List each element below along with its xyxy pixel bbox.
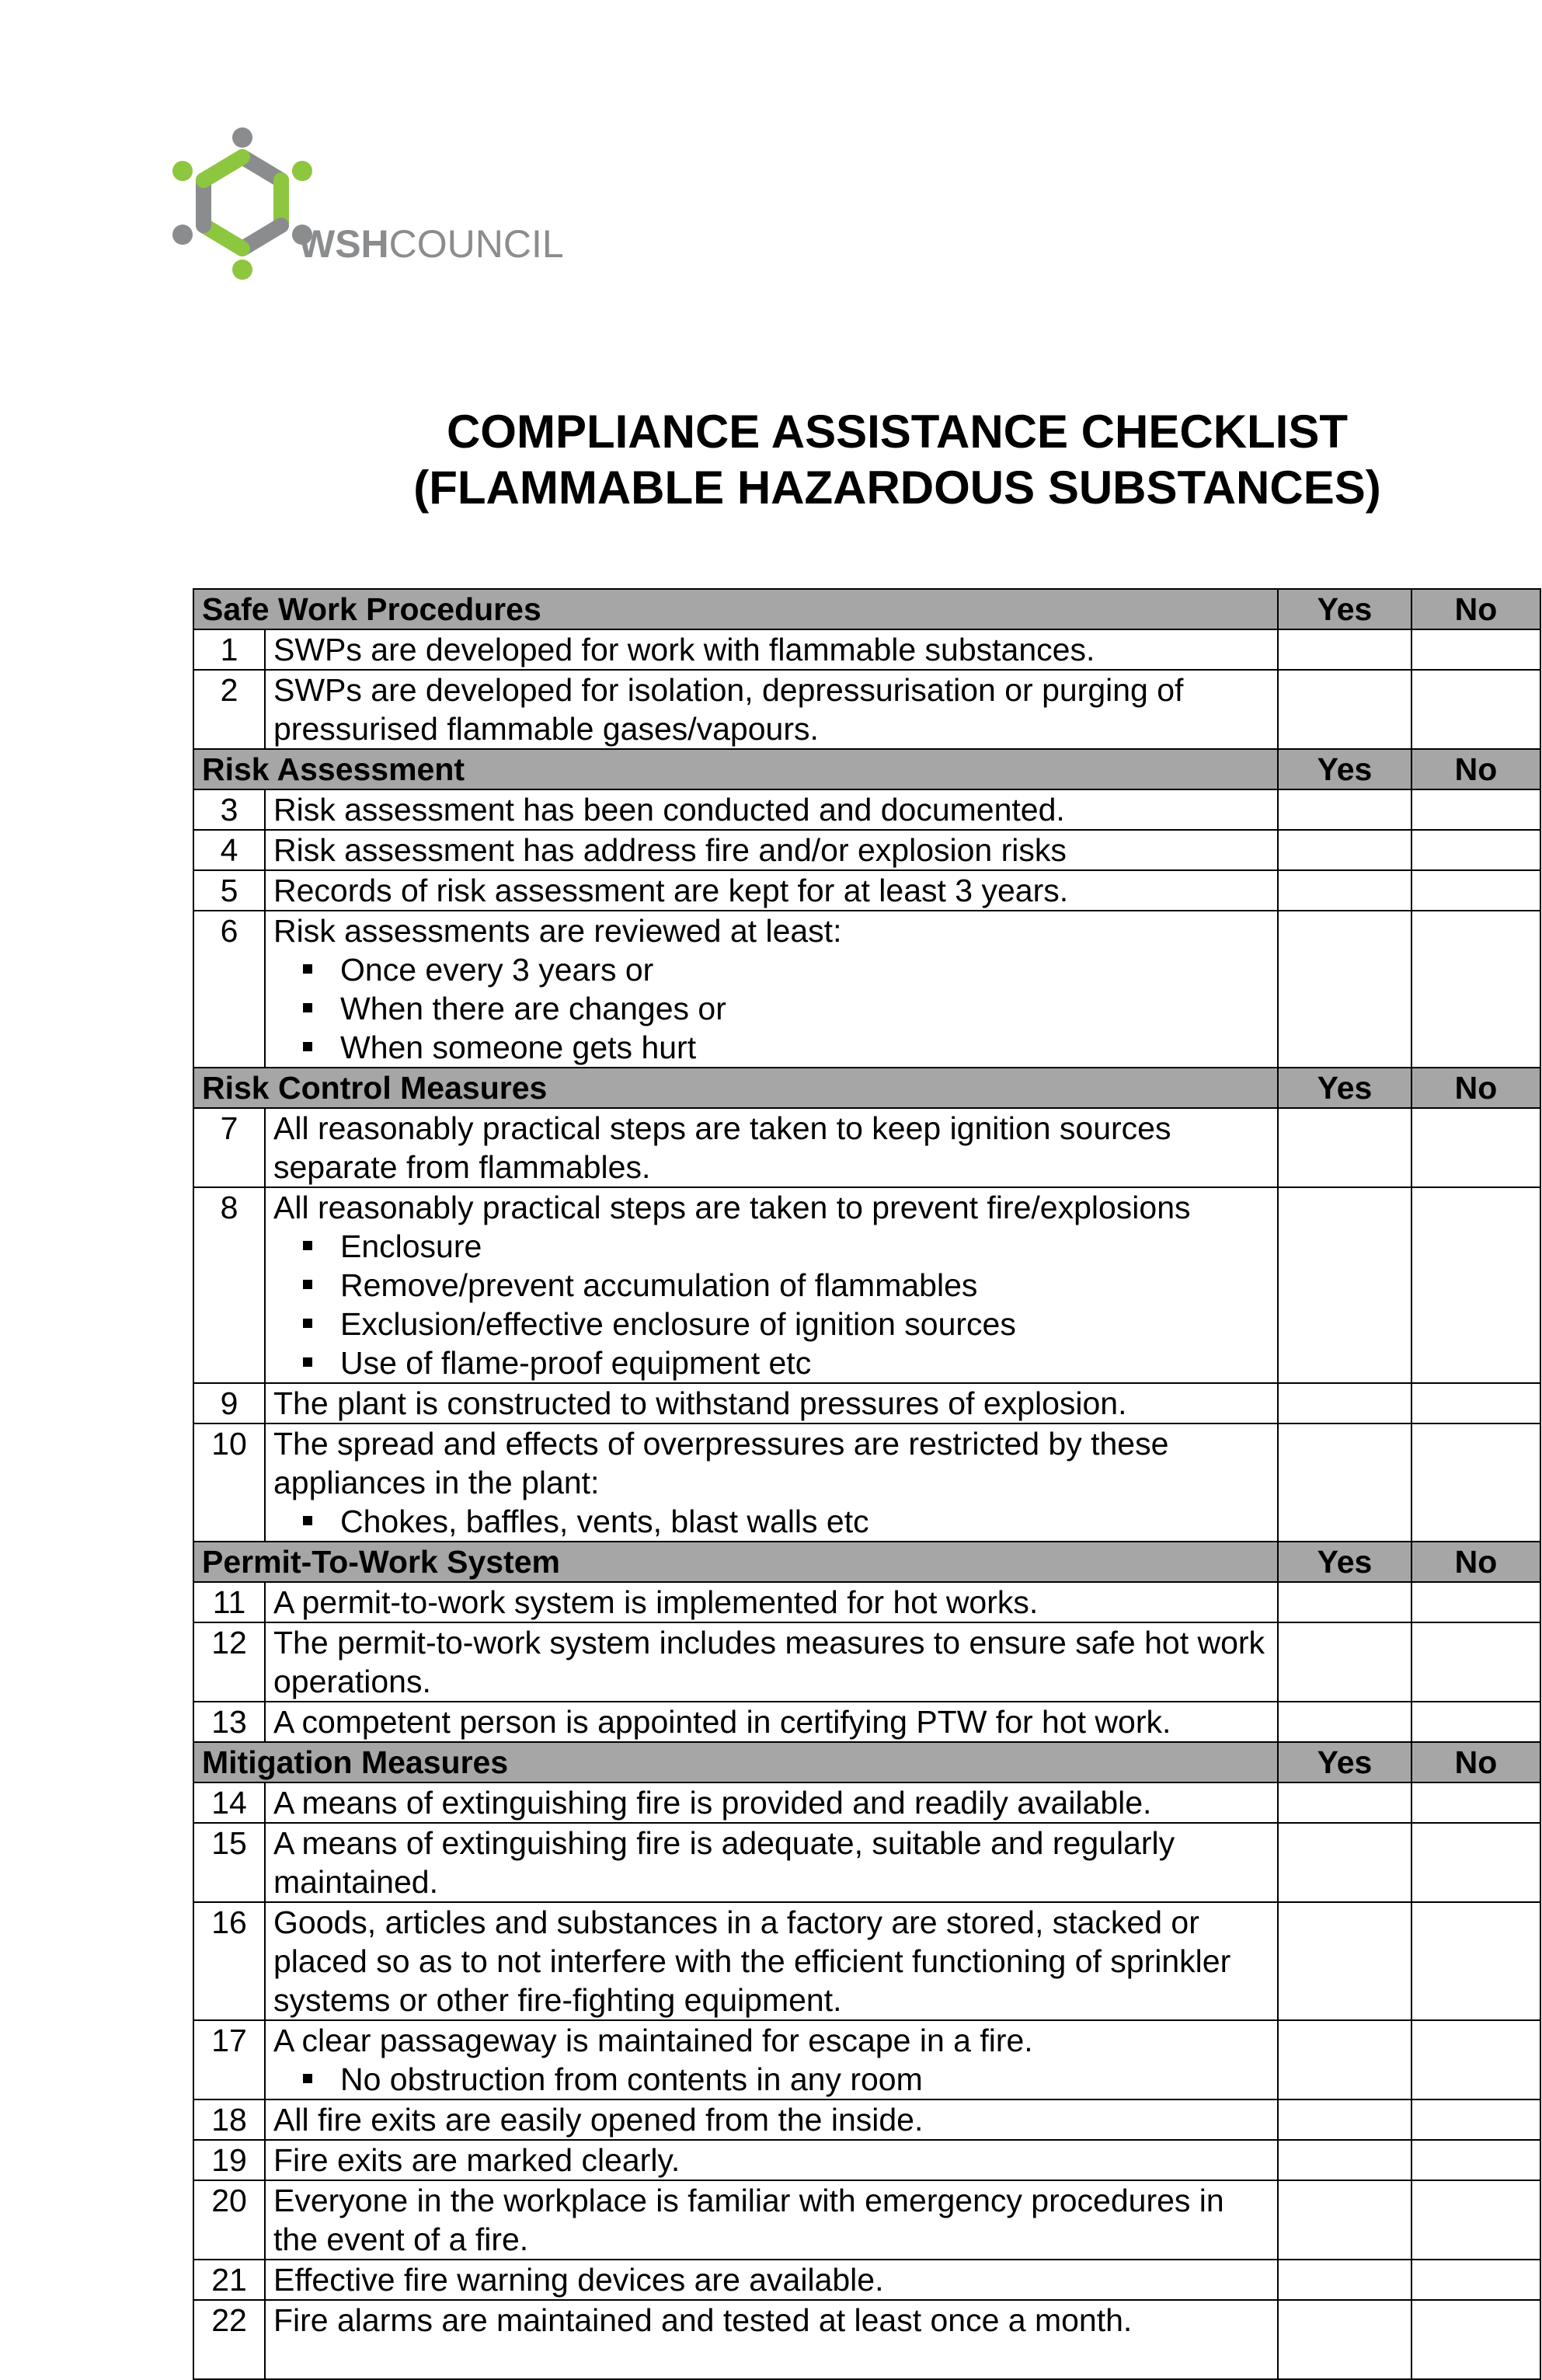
checklist-item-row (193, 1108, 1540, 1187)
item-text: Risk assessments are reviewed at least: (273, 913, 842, 949)
checklist-item-row (193, 1782, 1540, 1823)
item-number: 17 (193, 2020, 265, 2099)
item-text-cell (265, 1582, 1278, 1622)
checklist-item-row (193, 1383, 1540, 1423)
item-text: SWPs are developed for work with flammable substances. (273, 632, 1095, 667)
section-heading: Risk Control Measures (193, 1068, 1278, 1108)
yes-checkbox-cell[interactable] (1278, 1622, 1411, 1702)
yes-checkbox-cell[interactable] (1278, 830, 1411, 870)
section-heading: Safe Work Procedures (193, 589, 1278, 629)
item-text: All reasonably practical steps are taken to prevent fire/explosions (273, 1190, 1191, 1225)
title-line-2: (FLAMMABLE HAZARDOUS SUBSTANCES) (413, 462, 1381, 514)
checklist-item-row (193, 1582, 1540, 1622)
no-checkbox-cell[interactable] (1411, 2099, 1540, 2140)
item-number: 10 (193, 1423, 265, 1542)
section-heading: Mitigation Measures (193, 1742, 1278, 1782)
item-text-cell (265, 1823, 1278, 1902)
no-checkbox-cell[interactable] (1411, 1383, 1540, 1423)
item-number: 18 (193, 2099, 265, 2140)
yes-checkbox-cell[interactable] (1278, 670, 1411, 749)
yes-checkbox-cell[interactable] (1278, 1582, 1411, 1622)
checklist-item-row (193, 2020, 1540, 2099)
item-number: 12 (193, 1622, 265, 1702)
yes-checkbox-cell[interactable] (1278, 2020, 1411, 2099)
item-number: 19 (193, 2140, 265, 2180)
item-text-cell (265, 1782, 1278, 1823)
item-text-cell (265, 1622, 1278, 1702)
item-bullet: Remove/prevent accumulation of flammables (303, 1266, 1269, 1305)
item-text: All reasonably practical steps are taken to keep ignition sources separate from flammables. (273, 1110, 1171, 1185)
item-bullet-list (273, 1502, 1269, 1541)
item-bullet: When there are changes or (303, 989, 1269, 1028)
item-text: Everyone in the workplace is familiar with emergency procedures in the event of a fire. (273, 2183, 1224, 2257)
item-text: A competent person is appointed in certifying PTW for hot work. (273, 1704, 1171, 1740)
item-text: Goods, articles and substances in a factory are stored, stacked or placed so as to not interfere with the efficient functioning of sprinkler systems or other fire-fighting equipment. (273, 1904, 1231, 2018)
yes-column-header: Yes (1278, 589, 1411, 629)
checklist-item-row (193, 1423, 1540, 1542)
item-bullet: When someone gets hurt (303, 1028, 1269, 1067)
item-number: 1 (193, 629, 265, 670)
checklist-item-row (193, 1187, 1540, 1383)
yes-checkbox-cell[interactable] (1278, 870, 1411, 911)
no-checkbox-cell[interactable] (1411, 830, 1540, 870)
item-text-cell (265, 2140, 1278, 2180)
no-checkbox-cell[interactable] (1411, 1423, 1540, 1542)
item-text: Risk assessment has address fire and/or explosion risks (273, 832, 1067, 868)
item-text-cell (265, 670, 1278, 749)
item-text: Risk assessment has been conducted and documented. (273, 792, 1065, 828)
item-text-cell (265, 629, 1278, 670)
item-text: Fire exits are marked clearly. (273, 2142, 680, 2178)
item-number: 16 (193, 1902, 265, 2020)
item-number: 22 (193, 2300, 265, 2379)
item-number: 8 (193, 1187, 265, 1383)
item-text-cell (265, 1108, 1278, 1187)
logo-wordmark-regular: COUNCIL (388, 222, 564, 266)
checklist-item-row (193, 670, 1540, 749)
no-column-header: No (1411, 1742, 1540, 1782)
yes-checkbox-cell[interactable] (1278, 629, 1411, 670)
yes-checkbox-cell[interactable] (1278, 1902, 1411, 2020)
item-bullet-list (273, 2060, 1269, 2099)
item-number: 7 (193, 1108, 265, 1187)
checklist-item-row (193, 2140, 1540, 2180)
item-text-cell (265, 1423, 1278, 1542)
no-column-header: No (1411, 589, 1540, 629)
yes-column-header: Yes (1278, 1742, 1411, 1782)
item-text-cell (265, 1702, 1278, 1742)
no-checkbox-cell[interactable] (1411, 1902, 1540, 2020)
item-text-cell (265, 870, 1278, 911)
item-text: Effective fire warning devices are available. (273, 2262, 884, 2298)
checklist-item-row (193, 1702, 1540, 1742)
no-checkbox-cell[interactable] (1411, 1702, 1540, 1742)
checklist-item-row (193, 789, 1540, 830)
checklist-item-row (193, 911, 1540, 1068)
item-text-cell (265, 1902, 1278, 2020)
section-header-row (193, 1742, 1540, 1782)
no-checkbox-cell[interactable] (1411, 1823, 1540, 1902)
yes-checkbox-cell[interactable] (1278, 2099, 1411, 2140)
no-checkbox-cell[interactable] (1411, 2260, 1540, 2300)
item-text: SWPs are developed for isolation, depressurisation or purging of pressurised flammable gases/vapours. (273, 672, 1184, 747)
item-text: The spread and effects of overpressures are restricted by these appliances in the plant: (273, 1426, 1169, 1500)
no-column-header: No (1411, 1542, 1540, 1582)
section-heading: Permit-To-Work System (193, 1542, 1278, 1582)
no-checkbox-cell[interactable] (1411, 1622, 1540, 1702)
item-bullet: Enclosure (303, 1227, 1269, 1266)
item-text: A means of extinguishing fire is adequate, suitable and regularly maintained. (273, 1825, 1175, 1900)
no-checkbox-cell[interactable] (1411, 2180, 1540, 2260)
logo-emblem-icon (165, 124, 320, 295)
checklist-item-row (193, 830, 1540, 870)
logo-wordmark (298, 221, 564, 267)
yes-column-header: Yes (1278, 749, 1411, 789)
yes-checkbox-cell[interactable] (1278, 1782, 1411, 1823)
item-text-cell (265, 2099, 1278, 2140)
section-header-row (193, 1068, 1540, 1108)
item-number: 6 (193, 911, 265, 1068)
section-heading: Risk Assessment (193, 749, 1278, 789)
item-number: 2 (193, 670, 265, 749)
item-text-cell (265, 1187, 1278, 1383)
section-header-row (193, 749, 1540, 789)
section-header-row (193, 589, 1540, 629)
item-number: 13 (193, 1702, 265, 1742)
item-bullet: Use of flame-proof equipment etc (303, 1343, 1269, 1382)
item-bullet: Chokes, baffles, vents, blast walls etc (303, 1502, 1269, 1541)
yes-checkbox-cell[interactable] (1278, 1187, 1411, 1383)
item-text: The permit-to-work system includes measures to ensure safe hot work operations. (273, 1625, 1265, 1699)
item-text-cell (265, 911, 1278, 1068)
item-text: Fire alarms are maintained and tested at least once a month. (273, 2302, 1133, 2338)
checklist-item-row (193, 1902, 1540, 2020)
item-number: 20 (193, 2180, 265, 2260)
item-bullet-list (273, 950, 1269, 1067)
item-text-cell (265, 1383, 1278, 1423)
item-bullet: Once every 3 years or (303, 950, 1269, 989)
checklist-item-row (193, 1823, 1540, 1902)
no-checkbox-cell[interactable] (1411, 1187, 1540, 1383)
checklist-item-row (193, 1622, 1540, 1702)
checklist-item-row (193, 870, 1540, 911)
yes-checkbox-cell[interactable] (1278, 1823, 1411, 1902)
item-text-cell (265, 789, 1278, 830)
item-text-cell (265, 2020, 1278, 2099)
yes-column-header: Yes (1278, 1068, 1411, 1108)
no-column-header: No (1411, 749, 1540, 789)
yes-checkbox-cell[interactable] (1278, 1108, 1411, 1187)
checklist-item-row (193, 629, 1540, 670)
checklist-item-row (193, 2180, 1540, 2260)
item-text-cell (265, 2260, 1278, 2300)
logo-wordmark-bold: WSH (298, 222, 389, 266)
item-number: 3 (193, 789, 265, 830)
title-line-1: COMPLIANCE ASSISTANCE CHECKLIST (446, 406, 1349, 458)
yes-checkbox-cell[interactable] (1278, 2260, 1411, 2300)
no-checkbox-cell[interactable] (1411, 2140, 1540, 2180)
section-header-row (193, 1542, 1540, 1582)
yes-checkbox-cell[interactable] (1278, 789, 1411, 830)
no-column-header: No (1411, 1068, 1540, 1108)
item-number: 5 (193, 870, 265, 911)
yes-checkbox-cell[interactable] (1278, 1423, 1411, 1542)
item-text: A permit-to-work system is implemented for hot works. (273, 1584, 1039, 1620)
checklist-item-row (193, 2099, 1540, 2140)
item-bullet: Exclusion/effective enclosure of ignition sources (303, 1305, 1269, 1343)
no-checkbox-cell[interactable] (1411, 2020, 1540, 2099)
item-number: 14 (193, 1782, 265, 1823)
yes-checkbox-cell[interactable] (1278, 1702, 1411, 1742)
item-bullet: No obstruction from contents in any room (303, 2060, 1269, 2099)
wsh-council-logo (165, 124, 569, 295)
no-checkbox-cell[interactable] (1411, 1582, 1540, 1622)
item-text: Records of risk assessment are kept for at least 3 years. (273, 873, 1069, 908)
yes-checkbox-cell[interactable] (1278, 2140, 1411, 2180)
checklist-item-row (193, 2260, 1540, 2300)
no-checkbox-cell[interactable] (1411, 870, 1540, 911)
item-number: 21 (193, 2260, 265, 2300)
item-number: 9 (193, 1383, 265, 1423)
compliance-checklist-table (193, 588, 1541, 2380)
yes-column-header: Yes (1278, 1542, 1411, 1582)
no-checkbox-cell[interactable] (1411, 670, 1540, 749)
no-checkbox-cell[interactable] (1411, 629, 1540, 670)
item-bullet-list (273, 1227, 1269, 1382)
item-text: All fire exits are easily opened from the inside. (273, 2102, 924, 2138)
yes-checkbox-cell[interactable] (1278, 2180, 1411, 2260)
item-text-cell (265, 830, 1278, 870)
item-number: 11 (193, 1582, 265, 1622)
yes-checkbox-cell[interactable] (1278, 911, 1411, 1068)
no-checkbox-cell[interactable] (1411, 911, 1540, 1068)
item-number: 15 (193, 1823, 265, 1902)
page-title (194, 404, 1542, 516)
item-text: The plant is constructed to withstand pressures of explosion. (273, 1385, 1127, 1421)
no-checkbox-cell[interactable] (1411, 1108, 1540, 1187)
item-number: 4 (193, 830, 265, 870)
item-text: A means of extinguishing fire is provided and readily available. (273, 1785, 1152, 1821)
no-checkbox-cell[interactable] (1411, 789, 1540, 830)
item-text: A clear passageway is maintained for escape in a fire. (273, 2023, 1033, 2058)
item-text-cell (265, 2180, 1278, 2260)
yes-checkbox-cell[interactable] (1278, 1383, 1411, 1423)
no-checkbox-cell[interactable] (1411, 1782, 1540, 1823)
